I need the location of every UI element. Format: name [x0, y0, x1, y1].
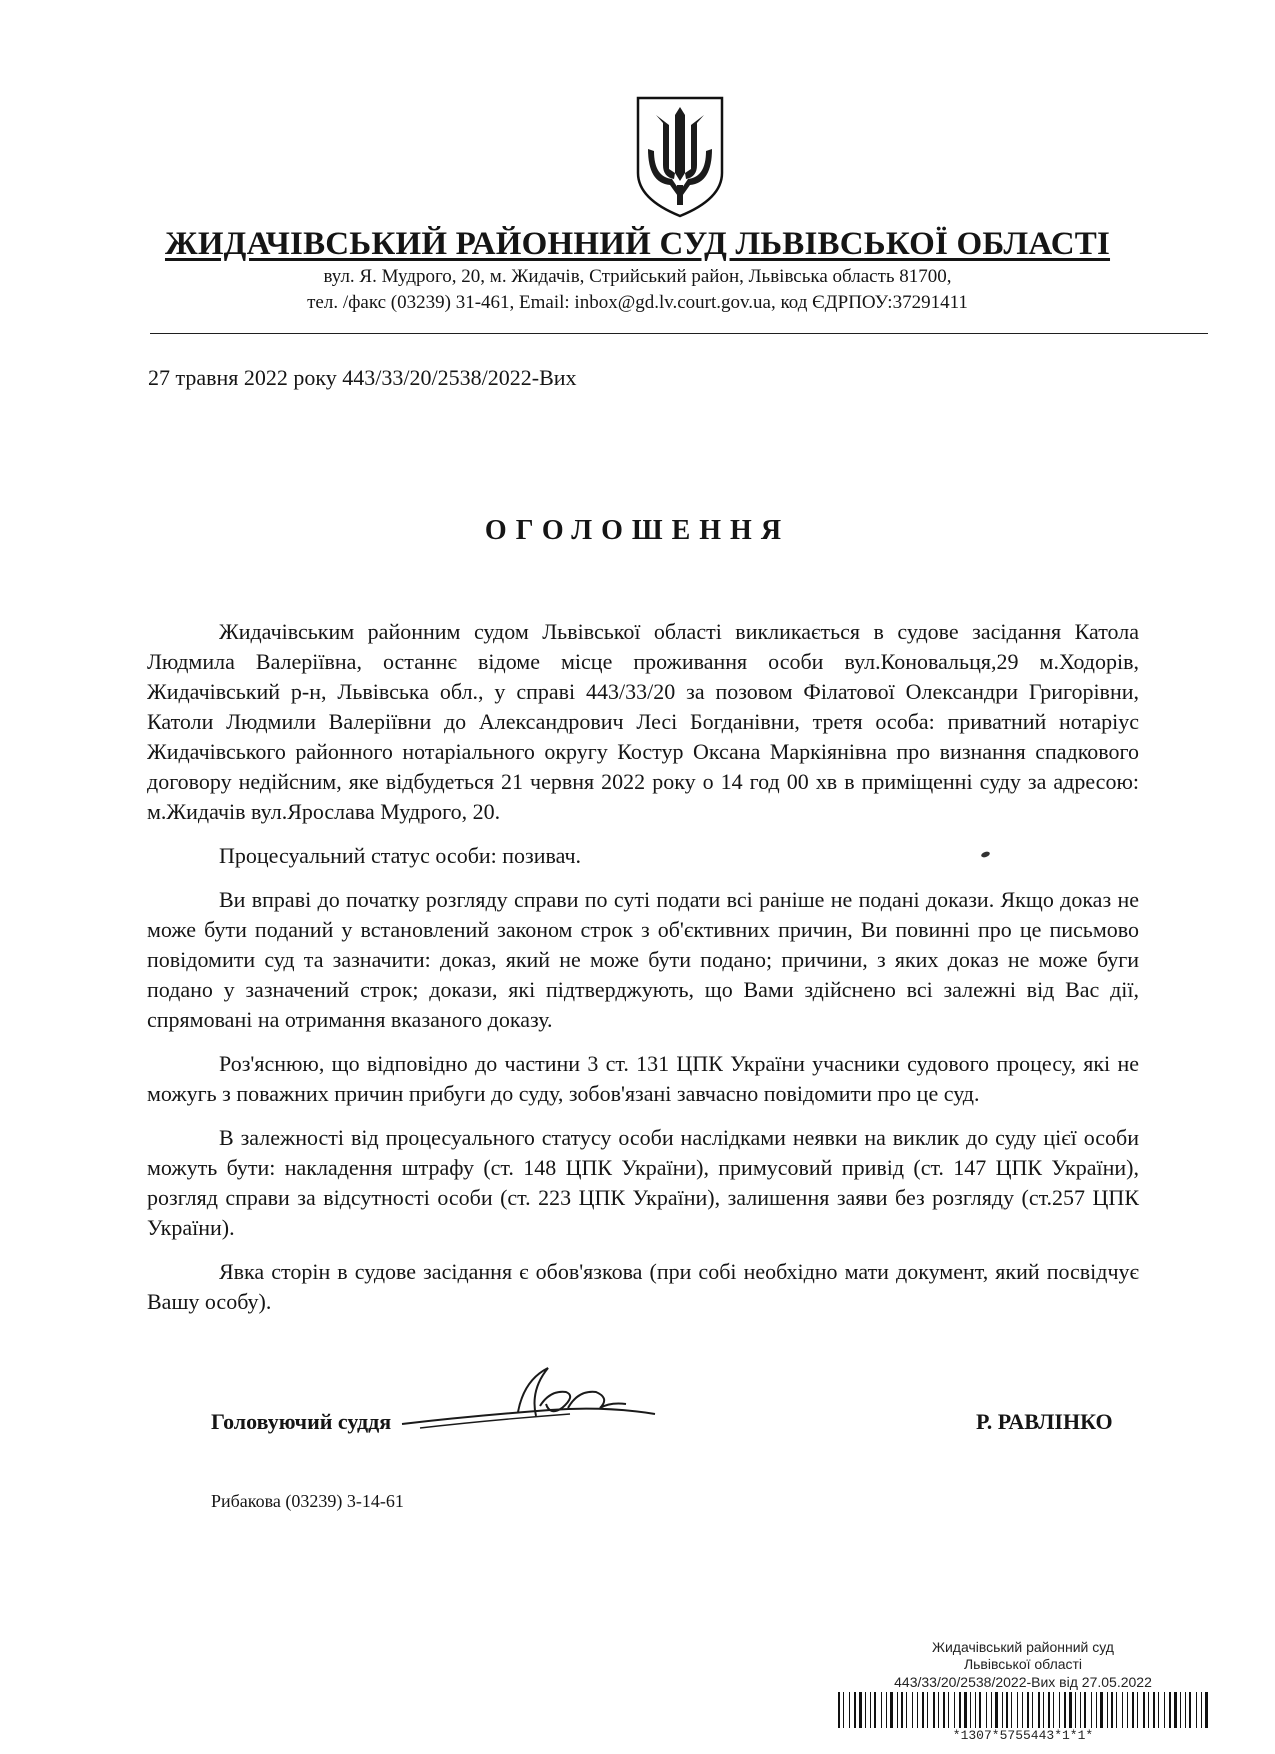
paragraph: Роз'яснюю, що відповідно до частини 3 ст. 131 ЦПК України учасники судового процесу, які не можугь з поважних причин прибуги до суду, зобов'язані завчасно повідомити про це суд. — [147, 1051, 1139, 1106]
judge-name: Р. РАВЛІНКО — [976, 1409, 1113, 1434]
paragraph: В залежності від процесуального статусу особи наслідками неявки на виклик до суду цієї особи можуть бути: накладення штрафу (ст. 148 ЦПК України), примусовий привід (ст. 147 ЦПК України), розгляд справи за відсутності особи (ст. 223 ЦПК України), залишення заяви без розгляду (ст.257 ЦПК України). — [147, 1125, 1139, 1240]
paragraph: Жидачівським районним судом Львівської області викликається в судове засідання Катола Людмила Валеріївна, останнє відоме місце проживання особи вул.Коновальця,29 м.Ходорів, Жидачівський р-н, Львівська обл., у справі 443/33/20 за позовом Філатової Олександри Григорівни, Католи Людмили Валеріївни до Александрович Лесі Богданівни, третя особа: приватний нотаріус Жидачівського районного нотаріального округу Костур Оксана Маркіянівна про визнання спадкового договору недійсним, яке відбудеться 21 червня 2022 року о 14 год 00 хв в приміщенні суду за адресою: м.Жидачів вул.Ярослава Мудрого, 20. — [147, 619, 1139, 824]
announcement-body — [147, 617, 1139, 1331]
paragraph: Процесуальний статус особи: позивач. — [219, 843, 582, 868]
header-divider — [150, 333, 1208, 334]
outgoing-number: 27 травня 2022 року 443/33/20/2538/2022-Вих — [148, 365, 577, 390]
stamp-registration: 443/33/20/2538/2022-Вих від 27.05.2022 — [894, 1674, 1152, 1690]
coat-of-arms-icon — [634, 95, 726, 219]
court-name-heading: ЖИДАЧІВСЬКИЙ РАЙОННИЙ СУД ЛЬВІВСЬКОЇ ОБЛАСТІ — [164, 226, 1111, 262]
paragraph: Явка сторін в судове засідання є обов'язкова (при собі необхідно мати документ, який посвідчує Вашу особу). — [147, 1259, 1139, 1314]
court-contacts: тел. /факс (03239) 31-461, Email: inbox@gd.lv.court.gov.ua, код ЄДРПОУ:37291411 — [307, 292, 968, 313]
document-title: ОГОЛОШЕННЯ — [484, 515, 791, 546]
court-address: вул. Я. Мудрого, 20, м. Жидачів, Стрийський район, Львівська область 81700, — [323, 266, 952, 287]
barcode-text: *1307*5755443*1*1* — [952, 1728, 1094, 1743]
paragraph: Ви вправі до початку розгляду справи по суті подати всі раніше не подані докази. Якщо доказ не може бути поданий у встановлений законом строк з об'єктивних причин, Ви повинні про це письмово повідомити суд та зазначити: доказ, який не може бути подано; причини, з яких доказ не може буги подано у зазначений строк; докази, які підтверджують, що Вами здійснено всі залежні від Вас дії, спрямовані на отримання вказаного доказу. — [147, 887, 1139, 1032]
handwritten-signature-icon — [400, 1362, 660, 1432]
contact-line: Рибакова (03239) 3-14-61 — [211, 1491, 404, 1511]
judge-role-label: Головуючий суддя — [211, 1409, 392, 1434]
barcode-icon — [836, 1692, 1216, 1728]
stamp-region: Львівської області — [963, 1656, 1083, 1672]
stamp-court-name: Жидачівський районний суд — [932, 1639, 1114, 1655]
